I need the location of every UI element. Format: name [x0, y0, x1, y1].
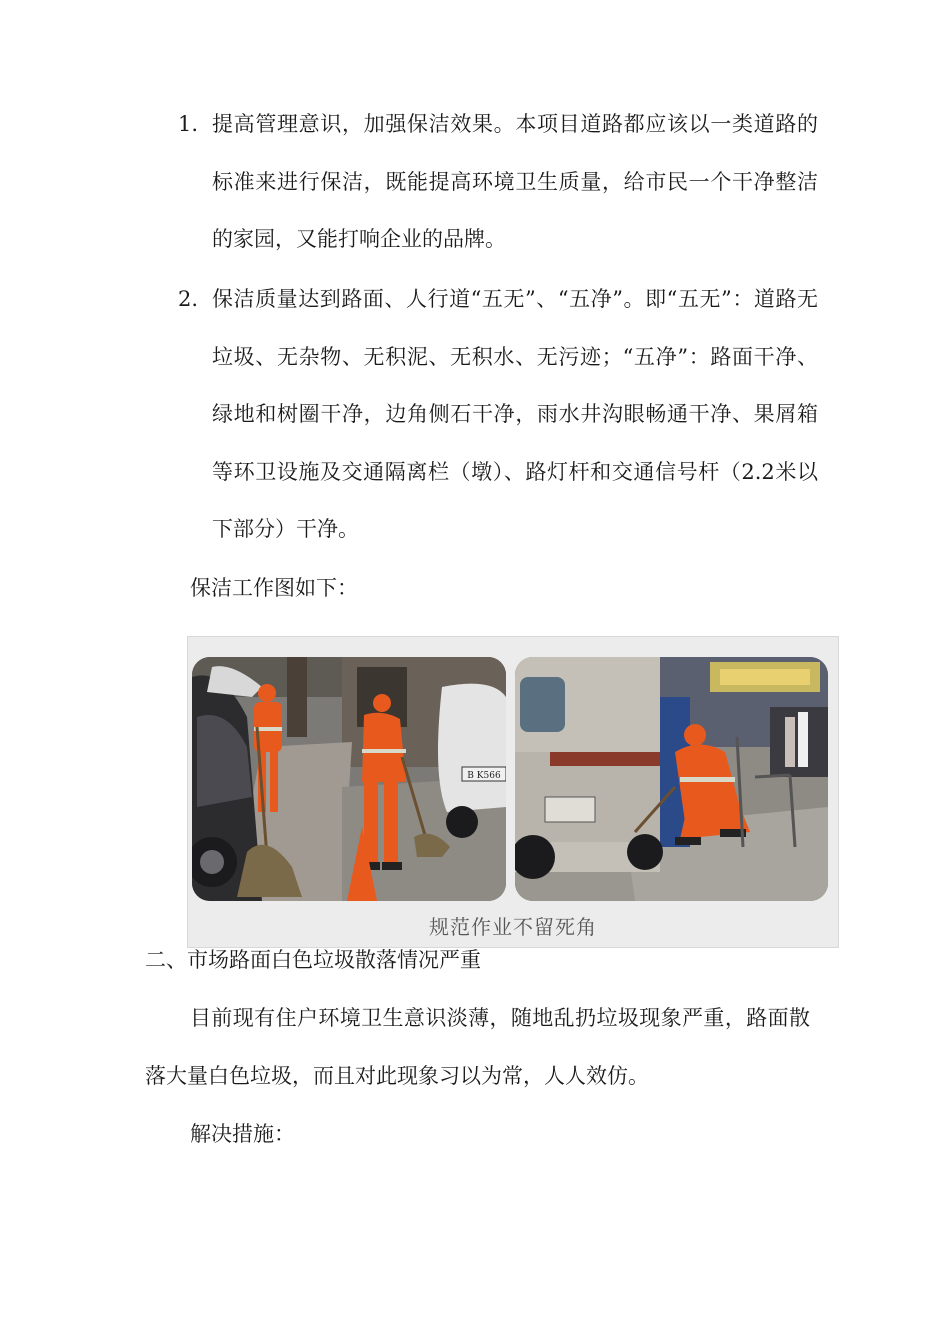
license-plate-text: B K566	[467, 771, 501, 781]
body-paragraph: 目前现有住户环境卫生意识淡薄，随地乱扔垃圾现象严重，路面散落大量白色垃圾，而且对此现象习以为常，人人效仿。	[145, 1006, 810, 1088]
list-text-2: 保洁质量达到路面、人行道“五无”、“五净”。即“五无”：道路无垃圾、无杂物、无积泥、无积水、无污迹；“五净”：路面干净、绿地和树圈干净，边角侧石干净，雨水井沟眼畅通干净、果屑箱等环卫设施及交通隔离栏（墩）、路灯杆和交通信号杆（2.2米以下部分）干净。	[212, 287, 818, 541]
solution-label: 解决措施：	[190, 1122, 295, 1146]
list-item-2	[178, 271, 818, 559]
sweeping-street-illustration	[192, 657, 506, 901]
list-number-2: 2.	[178, 287, 199, 311]
cleaning-work-figure	[187, 636, 839, 948]
list-number-1: 1.	[178, 112, 199, 136]
photo-cleaning-under-truck	[515, 657, 828, 901]
list-item-1	[178, 96, 818, 269]
photo-sweeping-street	[192, 657, 506, 901]
section-heading: 二、市场路面白色垃圾散落情况严重	[145, 948, 481, 972]
list-text-1: 提高管理意识，加强保洁效果。本项目道路都应该以一类道路的标准来进行保洁，既能提高环境卫生质量，给市民一个干净整洁的家园，又能打响企业的品牌。	[212, 112, 818, 251]
figure-intro: 保洁工作图如下：	[190, 576, 358, 600]
figure-caption: 规范作业不留死角	[429, 915, 597, 939]
cleaning-under-truck-illustration	[515, 657, 828, 901]
